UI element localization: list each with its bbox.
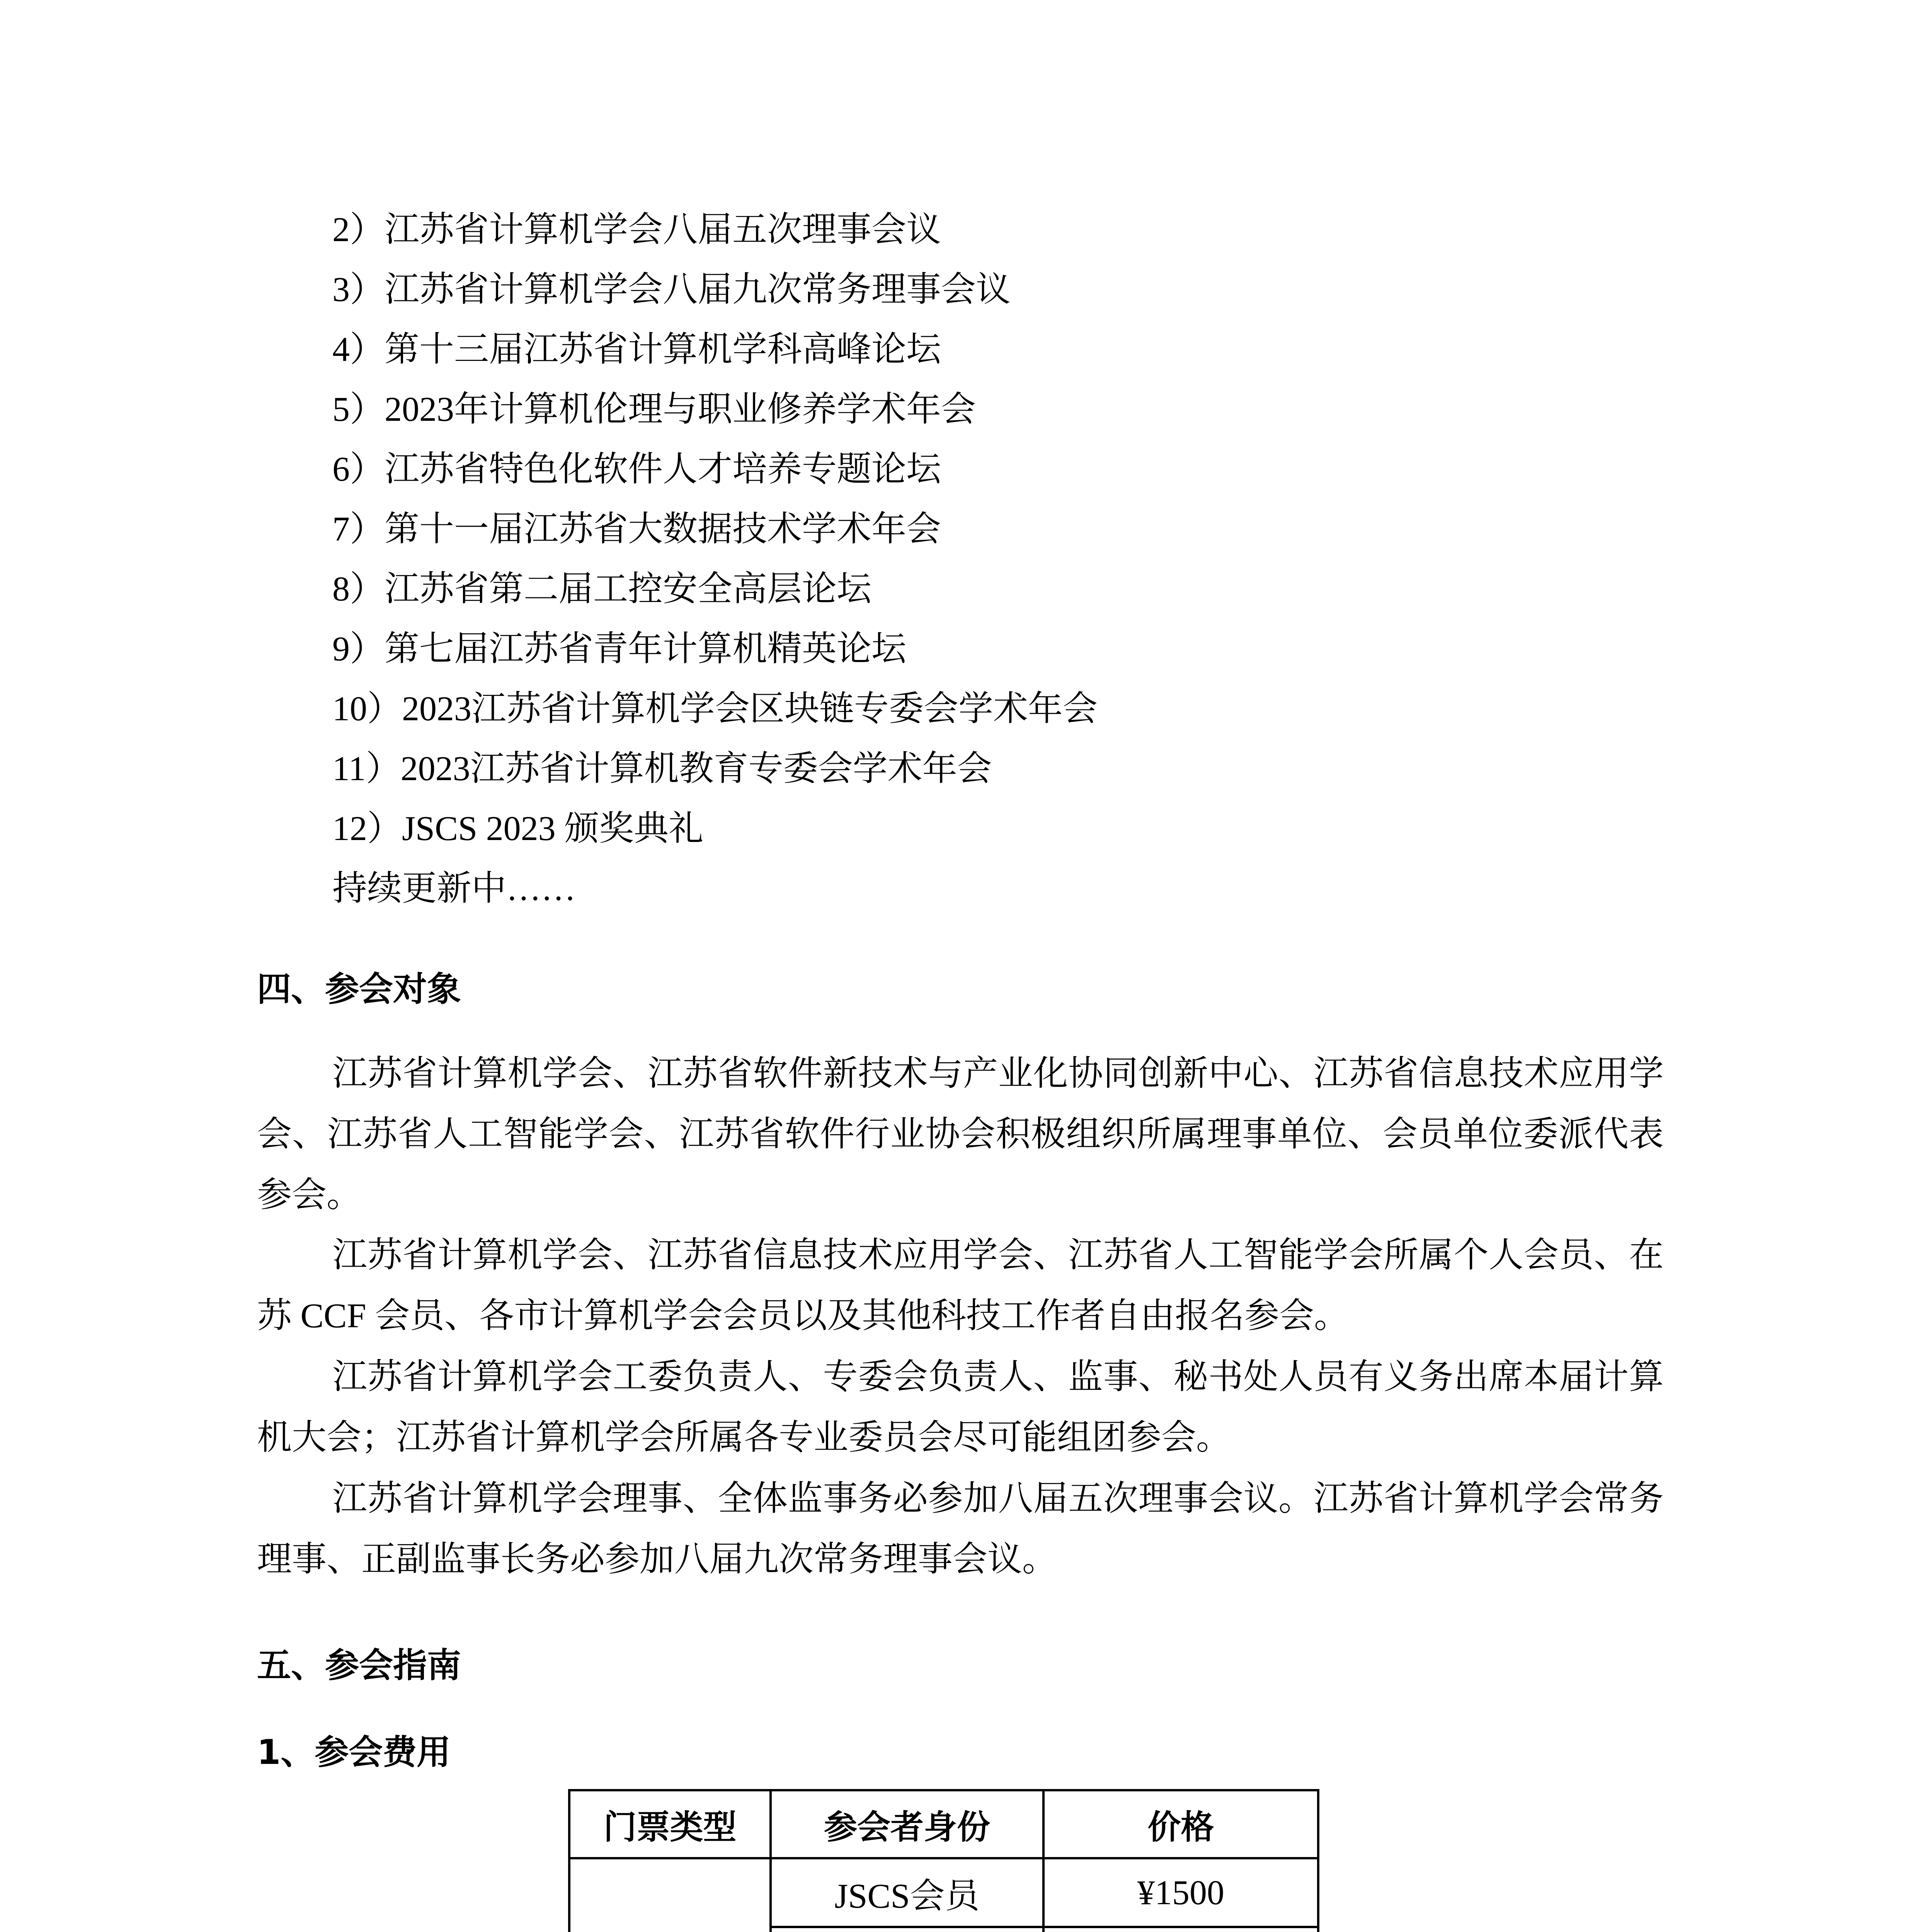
agenda-item: 10）2023江苏省计算机学会区块链专委会学术年会	[332, 690, 1098, 728]
agenda-item: 7）第十一届江苏省大数据技术学术年会	[332, 510, 941, 548]
agenda-item: 5）2023年计算机伦理与职业修养学术年会	[332, 390, 976, 429]
agenda-item: 3）江苏省计算机学会八届九次常务理事会议	[332, 270, 1011, 309]
agenda-item: 8）江苏省第二届工控安全高层论坛	[332, 570, 871, 608]
paragraph: 江苏省计算机学会、江苏省软件新技术与产业化协同创新中心、江苏省信息技术应用学会、江苏省人工智能学会、江苏省软件行业协会积极组织所属理事单位、会员单位委派代表参会。	[257, 1054, 1664, 1214]
agenda-item: 6）江苏省特色化软件人才培养专题论坛	[332, 450, 941, 488]
column-header: 参会者身份	[771, 1790, 1043, 1858]
fee-table-header	[569, 1790, 1318, 1858]
ticket-type-cell	[569, 1858, 771, 1932]
table-row	[569, 1858, 1318, 1927]
fee-table	[568, 1789, 1319, 1932]
column-header: 价格	[1043, 1790, 1318, 1858]
price-cell	[1043, 1927, 1318, 1932]
agenda-item: 9）第七届江苏省青年计算机精英论坛	[332, 630, 906, 668]
subheading-fees: 1、参会费用	[257, 1732, 451, 1772]
paragraph: 江苏省计算机学会、江苏省信息技术应用学会、江苏省人工智能学会所属个人会员、在苏 CCF 会员、各市计算机学会会员以及其他科技工作者自由报名参会。	[257, 1236, 1664, 1335]
agenda-item: 2）江苏省计算机学会八届五次理事会议	[332, 211, 941, 249]
column-header: 门票类型	[569, 1790, 771, 1858]
paragraph: 江苏省计算机学会理事、全体监事务必参加八届五次理事会议。江苏省计算机学会常务理事、正副监事长务必参加八届九次常务理事会议。	[257, 1480, 1664, 1578]
section-heading-attendees: 四、参会对象	[257, 969, 461, 1009]
price-cell: ¥1500	[1043, 1858, 1318, 1927]
agenda-item: 12）JSCS 2023 颁奖典礼	[332, 810, 704, 848]
agenda-item: 4）第十三届江苏省计算机学科高峰论坛	[332, 330, 941, 369]
agenda-item: 11）2023江苏省计算机教育专委会学术年会	[332, 750, 992, 788]
agenda-continuing: 持续更新中……	[332, 869, 576, 908]
paragraph: 江苏省计算机学会工委负责人、专委会负责人、监事、秘书处人员有义务出席本届计算机大会；江苏省计算机学会所属各专业委员会尽可能组团参会。	[257, 1358, 1664, 1457]
identity-cell	[771, 1927, 1043, 1932]
section-heading-guide: 五、参会指南	[257, 1645, 461, 1685]
identity-cell: JSCS会员	[771, 1858, 1043, 1927]
